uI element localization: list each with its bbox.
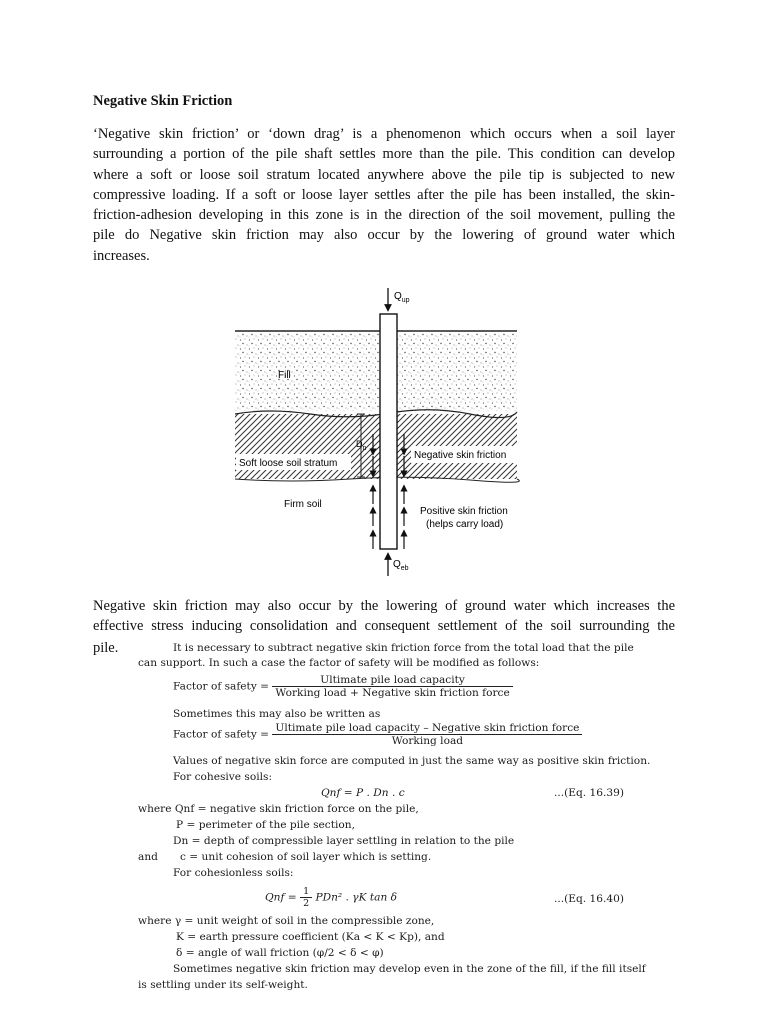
eq-16-39-ref: ...(Eq. 16.39) [554, 787, 624, 799]
para1-line: ‘Negative skin friction’ or ‘down drag’ is a phenomenon which occurs when a soil layer [93, 126, 675, 142]
eq2-rhs: PDn² . γK tan δ [315, 891, 398, 904]
groundwater-paragraph [93, 596, 675, 637]
q-eb-label: $Q_{eb}$ [393, 559, 409, 572]
negative-friction-label: Negative skin friction [414, 450, 507, 461]
fos-label: Factor of safety = [173, 680, 270, 693]
fill-label: Fill [278, 370, 291, 381]
pile-shaft [380, 314, 397, 549]
para1-line: surrounding a portion of the pile shaft settles more than the pile. This condition can develop [93, 146, 675, 163]
p-definition: P = perimeter of the pile section, [176, 819, 355, 831]
fos2-denominator: Working load [391, 735, 464, 747]
q-up-label: $Q_{up}$ [394, 291, 410, 304]
positive-friction-note: (helps carry load) [426, 519, 504, 530]
firm-soil-label: Firm soil [284, 499, 322, 510]
dn-label: $D_n$ [356, 439, 367, 452]
fos2-numerator: Ultimate pile load capacity – Negative skin friction force [272, 722, 582, 735]
eq-16-40 [265, 886, 397, 909]
eq2-half [300, 886, 312, 909]
eq-16-39: Qnf = P . Dn . c [321, 787, 405, 799]
excerpt-intro-1: It is necessary to subtract negative skin friction force from the total load that the pile [173, 642, 634, 654]
dn-definition: Dn = depth of compressible layer settling in relation to the pile [173, 835, 515, 847]
closing-2: is settling under its self-weight. [138, 979, 308, 991]
c-definition: c = unit cohesion of soil layer which is setting. [180, 851, 432, 863]
fos-equation-2 [173, 722, 582, 747]
soft-layer-label: Soft loose soil stratum [239, 458, 338, 469]
positive-friction-label: Positive skin friction [420, 506, 508, 517]
half-numerator: 1 [300, 886, 312, 898]
where-qnf: where Qnf = negative skin friction force on the pile, [138, 803, 419, 815]
para1-line: friction-adhesion developing in this zone is in the direction of the soil movement, pulling the [93, 207, 675, 224]
fos-equation-1 [173, 674, 513, 699]
para1-line: pile do Negative skin friction may also occur by the lowering of ground water which [93, 227, 675, 244]
section-heading: Negative Skin Friction [93, 93, 233, 109]
pile-diagram [230, 284, 522, 576]
para1-line: increases. [93, 247, 150, 264]
fos2-fraction [272, 722, 582, 747]
fos1-numerator: Ultimate pile load capacity [272, 674, 512, 687]
fos1-denominator: Working load + Negative skin friction force [275, 687, 510, 699]
para1-line: compressive loading. If a soft or loose layer settles after the pile has been installed, the skin- [93, 186, 675, 203]
para1-line: where a soft or loose soil stratum located anywhere above the pile tip is subjected to new [93, 166, 675, 183]
cohesive-heading: For cohesive soils: [173, 771, 273, 783]
para2-end: pile. [93, 640, 119, 656]
eq-16-40-ref: ...(Eq. 16.40) [554, 893, 624, 905]
half-denominator: 2 [303, 898, 310, 909]
excerpt-intro-2: can support. In such a case the factor of safety will be modified as follows: [138, 657, 540, 669]
k-definition: K = earth pressure coefficient (Ka < K < Kp), and [176, 931, 445, 943]
closing-1: Sometimes negative skin friction may develop even in the zone of the fill, if the fill itself [173, 963, 646, 975]
fos1-fraction [272, 674, 512, 699]
para2-line: effective stress inducing consolidation and consequent settlement of the soil surrounding the [93, 618, 675, 635]
alt-note: Sometimes this may also be written as [173, 708, 381, 720]
and-word: and [138, 851, 158, 863]
fos-label: Factor of safety = [173, 728, 270, 741]
delta-definition: δ = angle of wall friction (φ/2 < δ < φ) [176, 947, 384, 959]
cohesionless-heading: For cohesionless soils: [173, 867, 294, 879]
where-gamma: where γ = unit weight of soil in the compressible zone, [138, 915, 435, 927]
values-note: Values of negative skin force are computed in just the same way as positive skin friction. [173, 755, 651, 767]
eq2-lhs: Qnf = [265, 891, 297, 904]
para2-line: Negative skin friction may also occur by the lowering of ground water which increases the [93, 598, 675, 614]
intro-paragraph [93, 124, 675, 266]
